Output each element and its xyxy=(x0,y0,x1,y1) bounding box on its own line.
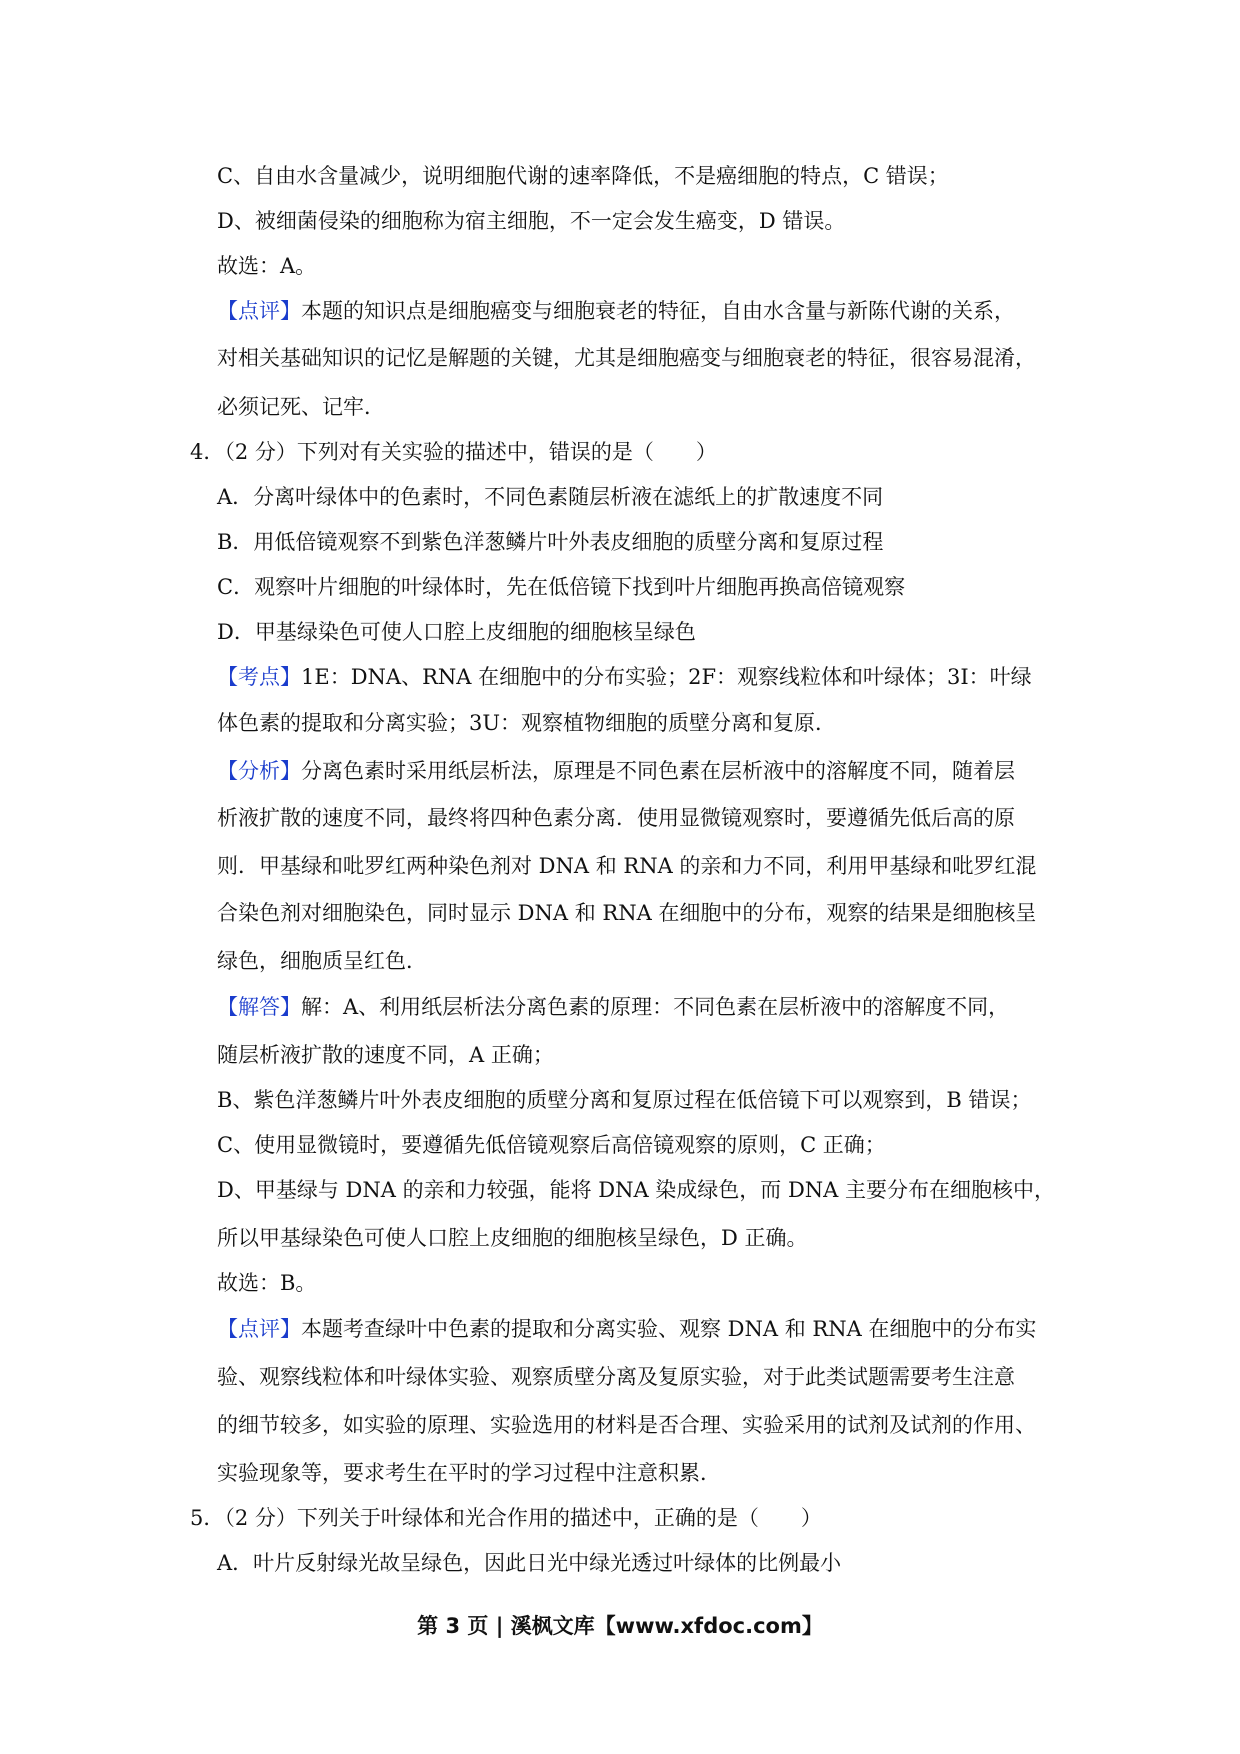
text-line: 随层析液扩散的速度不同，A 正确； xyxy=(217,1043,554,1067)
option-b: B．用低倍镜观察不到紫色洋葱鳞片叶外表皮细胞的质壁分离和复原过程 xyxy=(217,530,884,554)
text-line: 故选：B。 xyxy=(217,1271,317,1295)
question-stem: 5．（2 分）下列关于叶绿体和光合作用的描述中，正确的是（ ） xyxy=(190,1506,822,1530)
section-tag: 【解答】 xyxy=(217,995,301,1019)
text-line: C、使用显微镜时，要遵循先低倍镜观察后高倍镜观察的原则，C 正确； xyxy=(217,1133,886,1157)
section-tag: 【点评】 xyxy=(217,1317,301,1341)
text-line: 故选：A。 xyxy=(217,254,317,278)
text-line: D、被细菌侵染的细胞称为宿主细胞，不一定会发生癌变，D 错误。 xyxy=(217,209,846,233)
text-line: 对相关基础知识的记忆是解题的关键，尤其是细胞癌变与细胞衰老的特征，很容易混淆， xyxy=(217,346,1036,370)
answer-line: 【解答】解：A、利用纸层析法分离色素的原理：不同色素在层析液中的溶解度不同， xyxy=(217,995,1010,1019)
text-line: 绿色，细胞质呈红色． xyxy=(217,949,427,973)
option-c: C．观察叶片细胞的叶绿体时，先在低倍镜下找到叶片细胞再换高倍镜观察 xyxy=(217,575,906,599)
text-line: 验、观察线粒体和叶绿体实验、观察质壁分离及复原实验，对于此类试题需要考生注意 xyxy=(217,1365,1015,1389)
text-line: B、紫色洋葱鳞片叶外表皮细胞的质壁分离和复原过程在低倍镜下可以观察到，B 错误； xyxy=(217,1088,1032,1112)
analysis-line: 【分析】分离色素时采用纸层析法，原理是不同色素在层析液中的溶解度不同，随着层 xyxy=(217,759,1015,783)
section-tag: 【考点】 xyxy=(217,665,301,689)
text-line: 析液扩散的速度不同，最终将四种色素分离．使用显微镜观察时，要遵循先低后高的原 xyxy=(217,806,1015,830)
kaodian-line: 【考点】1E：DNA、RNA 在细胞中的分布实验；2F：观察线粒体和叶绿体；3I：叶绿 xyxy=(217,665,1032,689)
comment-line: 【点评】本题考查绿叶中色素的提取和分离实验、观察 DNA 和 RNA 在细胞中的分布实 xyxy=(217,1317,1037,1341)
text-line: 必须记死、记牢． xyxy=(217,395,385,419)
option-a: A．分离叶绿体中的色素时，不同色素随层析液在滤纸上的扩散速度不同 xyxy=(217,485,884,509)
text-line: 则．甲基绿和吡罗红两种染色剂对 DNA 和 RNA 的亲和力不同，利用甲基绿和吡罗红混 xyxy=(217,854,1037,878)
section-tag: 【点评】 xyxy=(217,299,301,323)
text-line: 合染色剂对细胞染色，同时显示 DNA 和 RNA 在细胞中的分布，观察的结果是细胞核呈 xyxy=(217,901,1037,925)
text-line: 实验现象等，要求考生在平时的学习过程中注意积累． xyxy=(217,1461,721,1485)
text-line: C、自由水含量减少，说明细胞代谢的速率降低，不是癌细胞的特点，C 错误； xyxy=(217,164,949,188)
option-a: A．叶片反射绿光故呈绿色，因此日光中绿光透过叶绿体的比例最小 xyxy=(217,1551,842,1575)
page-footer: 第 3 页 | 溪枫文库【www.xfdoc.com】 xyxy=(417,1614,823,1638)
text-line: 的细节较多，如实验的原理、实验选用的材料是否合理、实验采用的试剂及试剂的作用、 xyxy=(217,1413,1036,1437)
section-tag: 【分析】 xyxy=(217,759,301,783)
text-line: 体色素的提取和分离实验；3U：观察植物细胞的质壁分离和复原． xyxy=(217,711,837,735)
option-d: D．甲基绿染色可使人口腔上皮细胞的细胞核呈绿色 xyxy=(217,620,696,644)
question-stem: 4．（2 分）下列对有关实验的描述中，错误的是（ ） xyxy=(190,440,717,464)
comment-line: 【点评】本题的知识点是细胞癌变与细胞衰老的特征，自由水含量与新陈代谢的关系， xyxy=(217,299,1015,323)
text-line: D、甲基绿与 DNA 的亲和力较强，能将 DNA 染成绿色，而 DNA 主要分布在细胞核中， xyxy=(217,1178,1056,1202)
text-line: 所以甲基绿染色可使人口腔上皮细胞的细胞核呈绿色，D 正确。 xyxy=(217,1226,808,1250)
